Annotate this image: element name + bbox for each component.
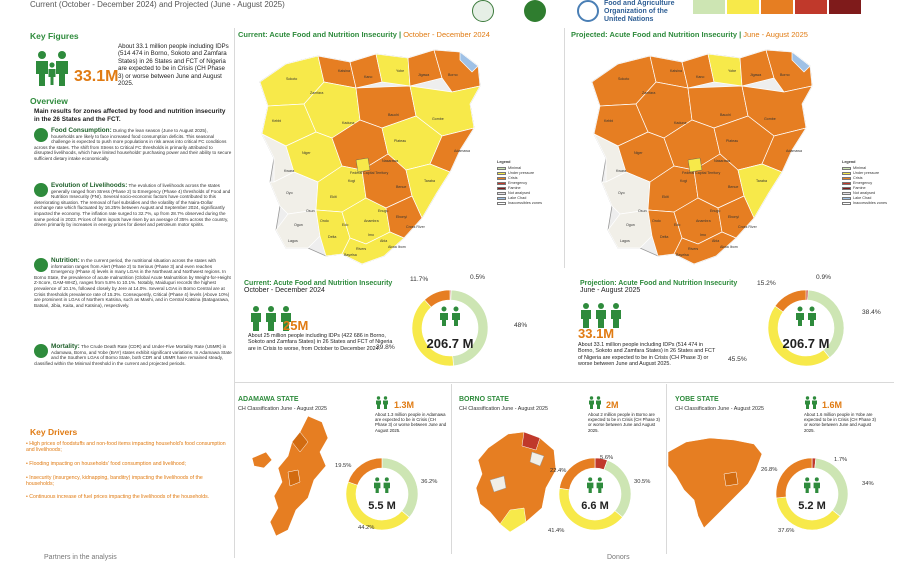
pct-label: 38.4%: [862, 309, 881, 316]
projected-map-title: Projected: Acute Food and Nutrition Insecurity | June - August 2025: [571, 30, 808, 39]
map-label: Taraba: [424, 179, 435, 183]
adamawa-text: About 1.3 million people in Adamawa are expected to be in Crisis (CH Phase 3) or worse between June and August 2025.: [375, 412, 447, 433]
projected-stats-text: About 33.1 million people including IDPs (514 474 in Borno, Sokoto and Zamfara States) in 26 States and FCT of Nigeria are expected to be in Crisis (CH Phase 3) or worse between June and August 2025.: [578, 342, 716, 368]
map-label: Kebbi: [272, 119, 282, 123]
map-label: Anambra: [364, 219, 379, 223]
map-label: Benue: [396, 185, 407, 189]
map-label: Lagos: [620, 239, 630, 243]
nutrition-icon: [34, 258, 48, 272]
map-label: Gombe: [432, 117, 444, 121]
map-label: Osun: [638, 209, 647, 213]
projected-total-population: 206.7 M: [782, 336, 830, 351]
map-label: Gombe: [764, 117, 776, 121]
key-figures-title: Key Figures: [30, 31, 79, 41]
mortality-icon: [34, 344, 48, 358]
map-label: Nasarawa: [382, 159, 399, 163]
mortality-paragraph: Mortality: The Crude Death Rate (CDR) and Under-Five Mortality Rate (U5MR) in Adamawa, Borno, and Yobe (BAY) states exhibit significant variations. In Adamawa State and the Southern LGAs of Borno State, both CDR and U5MR have remained steady, classified within the Minimal threshold in the current and projected periods.: [34, 343, 232, 366]
legend-label: Minimal: [853, 166, 867, 170]
map-label: Borno: [780, 73, 790, 77]
map-label: Zamfara: [642, 91, 656, 95]
pct-label: 0.5%: [470, 274, 486, 281]
map-label: Kaduna: [342, 121, 355, 125]
current-map-title: Current: Acute Food and Nutrition Insecurity | October - December 2024: [238, 30, 490, 39]
map-label: Plateau: [394, 139, 407, 143]
map-label: Osun: [306, 209, 315, 213]
map-label: Rivers: [688, 247, 699, 251]
pct-label: 1.7%: [834, 457, 848, 463]
map-label: Kwara: [284, 169, 295, 173]
pct-label: 39.8%: [376, 344, 395, 351]
map-label: Oyo: [618, 191, 625, 195]
family-icon: [804, 396, 818, 409]
people-icon: [578, 302, 624, 328]
adamawa-map: [248, 412, 344, 540]
map-label: Kaduna: [674, 121, 687, 125]
pct-label: 19.5%: [335, 463, 352, 469]
legend-title: Legend: [497, 160, 511, 164]
pct-label: 30.5%: [634, 479, 651, 485]
legend-swatch: [842, 172, 851, 176]
map-label: Jigawa: [418, 73, 430, 77]
legend-label: Lake Chad: [508, 196, 527, 200]
map-label: Cross River: [738, 225, 757, 229]
fct-region: [688, 158, 702, 172]
map-label: Adamawa: [786, 149, 802, 153]
projected-stats-value: 33.1M: [578, 326, 615, 341]
map-label: Niger: [634, 151, 643, 155]
legend-label: Emergency: [508, 181, 528, 185]
map-label: Imo: [368, 233, 374, 237]
legend-label: Not analysed: [508, 191, 531, 195]
legend-swatch: [842, 182, 851, 186]
people-icon: [32, 50, 74, 86]
map-label: Ogun: [294, 223, 303, 227]
legend-swatch: [842, 167, 851, 171]
borno-title: BORNO STATE: [459, 396, 509, 403]
legend-swatch: [842, 202, 851, 206]
map-label: Ekiti: [330, 195, 337, 199]
map-label: Edo: [674, 223, 681, 227]
food-consumption-paragraph: Food Consumption: During the lean season (June to August 2025), households are likely to face increased food consumption deficits. This seasonal challenge is expected to push more populations in risk areas into critical FC conditions across the states. The shift from Stress to Critical FC thresholds is primarily attributed to disrupted livelihoods, which have limited households' purchasing power and their ability to secure sufficient dietary intake economically.: [34, 127, 232, 161]
top-bar: [0, 0, 900, 22]
pct-label: 44.2%: [358, 525, 375, 531]
key-figure-value: 33.1M: [74, 68, 119, 85]
map-label: Borno: [448, 73, 458, 77]
nutrition-paragraph: Nutrition: In the current period, the nutritional situation across the states with information ranges from Alert (Phase 2) to Serious (Phase 3) and even reaches Emergency (Phase 4) levels in many LGAs in the Northeast and Northwest regions. In Borno State, the prevalence of acute malnutrition (Global Acute Malnutrition by Weight-for-Height Z-Score, GAM-WHZ), ranges from 5.8% to 10.1%. Notably, Maiduguri records the highest prevalence of 10.1%, followed closely by Jere at 14.0%. Several LGAs in Borno Central are at Crisis thresholds prevalence rate of 15.3%. Consequently, Critical (Phase 4) levels (Above 10%) are prominent in LGAs of Northern Katsina, such as Mashi, and in Central Katsina (Batagarawa, Batsari, Jibia, Kaita, and Katsina), respectively.: [34, 257, 231, 308]
current-nigeria-map: [246, 42, 496, 270]
legend-swatch: [497, 187, 506, 191]
yobe-donut: [774, 456, 850, 532]
livelihoods-paragraph: Evolution of Livelihoods: The evolution of livelihoods across the states generally ranged from Stress (Phase 2) to Emergency (Phase 4) thresholds of Food and Nutrition Insecurity (FNI). Several socio-economic factors have contributed to this deteriorating situation. The removal of fuel subsidies and the volatility of the Naira-Dollar exchange rate which fluctuated by 16.25% between August and September 2024, significantly impacted the economy. The inflation rate surged to 32.7%, up from 28.7% observed during the same period in 2023. Prices of farm inputs have risen by an average of 35% across the country, driven primarily by increases in energy prices for diesel and petroleum motor spirits.: [34, 182, 231, 228]
map-label: Imo: [700, 233, 706, 237]
fao-logo: [577, 0, 599, 22]
pct-label: 11.7%: [410, 276, 429, 283]
legend-label: Under pressure: [853, 171, 880, 175]
projected-map-legend: [842, 160, 887, 206]
legend-label: Crisis: [853, 176, 863, 180]
donors-label: Donors: [607, 554, 630, 561]
driver-item: • Continuous increase of fuel prices impacting the livelihoods of the households.: [26, 494, 210, 500]
legend-swatch: [497, 172, 506, 176]
adamawa-total: 5.5 M: [368, 500, 396, 512]
map-label: Bayelsa: [344, 253, 357, 257]
driver-item: • High prices of foodstuffs and non-food items impacting household's food consumption and livelihoods;: [26, 441, 226, 454]
phase-color-swatch: [727, 0, 759, 14]
legend-label: Famine: [853, 186, 866, 190]
borno-total: 6.6 M: [581, 500, 609, 512]
pct-label: 41.4%: [548, 528, 565, 534]
coat-of-arms-logo: [472, 0, 494, 22]
phase-color-swatch: [795, 0, 827, 14]
divider: [564, 28, 565, 268]
map-label: Rivers: [356, 247, 367, 251]
legend-label: Minimal: [508, 166, 522, 170]
family-icon: [372, 477, 392, 493]
map-label: Kogi: [680, 179, 688, 183]
fao-name: Food and Agriculture Organization of the United Nations: [604, 0, 675, 23]
map-label: Ogun: [626, 223, 635, 227]
legend-item: [497, 201, 542, 206]
borno-subtitle: CH Classification June - August 2025: [459, 406, 548, 412]
legend-swatch: [497, 202, 506, 206]
yobe-total: 5.2 M: [798, 500, 826, 512]
legend-swatch: [842, 187, 851, 191]
family-icon: [438, 306, 462, 326]
map-label: Enugu: [378, 209, 389, 213]
map-label: Ondo: [652, 219, 661, 223]
map-label: Oyo: [286, 191, 293, 195]
map-label: Kebbi: [604, 119, 614, 123]
map-label: Edo: [342, 223, 349, 227]
map-label: Adamawa: [454, 149, 470, 153]
adamawa-donut: [344, 456, 420, 532]
map-label: Abia: [712, 239, 720, 243]
map-label: Akwa Ibom: [388, 245, 406, 249]
map-label: Ebonyi: [728, 215, 739, 219]
map-label: Zamfara: [310, 91, 324, 95]
yobe-title: YOBE STATE: [675, 396, 719, 403]
borno-donut: [557, 456, 633, 532]
legend-label: Inaccessibles zones: [853, 201, 887, 205]
legend-swatch: [497, 167, 506, 171]
current-stats-text: About 25 million people including IDPs (422 686 in Borno, Sokoto and Zamfara States) in 26 States and FCT of Nigeria are in Crisis to worse, from October to December 2024.: [248, 333, 393, 352]
legend-swatch: [497, 177, 506, 181]
pct-label: 37.6%: [778, 528, 795, 534]
legend-title: Legend: [842, 160, 856, 164]
map-label: Niger: [302, 151, 311, 155]
divider: [451, 384, 452, 554]
family-icon: [375, 396, 389, 409]
map-label: Plateau: [726, 139, 739, 143]
legend-swatch: [497, 192, 506, 196]
map-label: Ondo: [320, 219, 329, 223]
yobe-subtitle: CH Classification June - August 2025: [675, 406, 764, 412]
pct-label: 48%: [514, 322, 528, 329]
map-label: Katsina: [338, 69, 350, 73]
map-label: Kano: [364, 75, 373, 79]
map-label: Benue: [728, 185, 739, 189]
map-label: Sokoto: [618, 77, 630, 81]
map-label: Abia: [380, 239, 388, 243]
driver-item: • Flooding impacting on households' food consumption and livelihood;: [26, 461, 186, 467]
borno-value: 2M: [606, 400, 619, 410]
map-label: Cross River: [406, 225, 425, 229]
map-label: Kwara: [616, 169, 627, 173]
map-label: Katsina: [670, 69, 682, 73]
legend-item: [842, 201, 887, 206]
yobe-text: About 1.6 million people in Yobe are expected to be in Crisis (CH Phase 3) or worse between June and August 2025.: [804, 412, 876, 433]
map-label: Taraba: [756, 179, 767, 183]
map-label: Akwa Ibom: [720, 245, 738, 249]
adamawa-subtitle: CH Classification June - August 2025: [238, 406, 327, 412]
projected-stats-title: Projection: Acute Food and Nutrition Insecurity June - August 2025: [580, 280, 738, 294]
legend-swatch: [842, 192, 851, 196]
key-drivers-title: Key Drivers: [30, 427, 78, 437]
legend-swatch: [497, 182, 506, 186]
map-label: Bauchi: [720, 113, 731, 117]
map-label: Bayelsa: [676, 253, 689, 257]
key-figure-text: About 33.1 million people including IDPs (514 474 in Borno, Sokoto and Zamfara States) in 26 States and FCT of Nigeria are expected to be in Crisis (CH Phase 3) or worse between June and August 2025.: [118, 43, 229, 88]
pct-label: 34%: [862, 481, 874, 487]
donut-slice: [451, 290, 488, 366]
pct-label: 26.8%: [761, 467, 778, 473]
map-label: Yobe: [728, 69, 737, 73]
livelihoods-icon: [34, 183, 48, 197]
map-label: Jigawa: [750, 73, 762, 77]
phase-color-swatch: [761, 0, 793, 14]
divider: [234, 28, 235, 558]
current-total-population: 206.7 M: [426, 336, 474, 351]
food-icon: [34, 128, 48, 142]
map-label: Federal Capital Territory: [350, 171, 389, 175]
family-icon: [802, 477, 822, 493]
legend-label: Inaccessibles zones: [508, 201, 542, 205]
legend-label: Famine: [508, 186, 521, 190]
fct-region: [356, 158, 370, 172]
family-icon: [588, 396, 602, 409]
phase-color-swatch: [693, 0, 725, 14]
yobe-value: 1.6M: [822, 400, 843, 410]
map-label: Lagos: [288, 239, 298, 243]
header-subtitle: Current (October - December 2024) and Projected (June - August 2025): [30, 0, 285, 9]
pct-label: 45.5%: [728, 356, 747, 363]
current-stats-title: Current: Acute Food and Nutrition Insecurity October - December 2024: [244, 280, 393, 294]
divider: [234, 382, 894, 383]
legend-label: Not analysed: [853, 191, 876, 195]
adamawa-title: ADAMAWA STATE: [238, 396, 299, 403]
borno-map: [470, 430, 560, 535]
legend-swatch: [842, 177, 851, 181]
map-label: Kogi: [348, 179, 356, 183]
map-label: Anambra: [696, 219, 711, 223]
pct-label: 22.4%: [550, 468, 567, 474]
map-label: Ekiti: [662, 195, 669, 199]
map-label: Bauchi: [388, 113, 399, 117]
pct-label: 0.9%: [816, 274, 832, 281]
pct-label: 36.2%: [421, 479, 438, 485]
map-label: Delta: [660, 235, 669, 239]
map-label: Enugu: [710, 209, 721, 213]
borno-text: About 2 million people in Borno are expected to be in Crisis (CH Phase 3) or worse between June and August 2025.: [588, 412, 660, 433]
pct-label: 5.6%: [600, 455, 614, 461]
legend-label: Emergency: [853, 181, 873, 185]
projected-population-donut: [767, 289, 845, 367]
legend-swatch: [842, 197, 851, 201]
family-icon: [585, 477, 605, 493]
family-icon: [794, 306, 818, 326]
legend-label: Crisis: [508, 176, 518, 180]
map-label: Federal Capital Territory: [682, 171, 721, 175]
phase-color-swatch: [829, 0, 861, 14]
legend-label: Lake Chad: [853, 196, 872, 200]
partners-label: Partners in the analysis: [44, 554, 117, 561]
africa-logo: [524, 0, 546, 22]
legend-swatch: [497, 197, 506, 201]
driver-item: • Insecurity (insurgency, kidnapping, banditry) impacting the livelihoods of the households;: [26, 475, 203, 488]
phase-color-strip: [693, 0, 861, 14]
map-label: Delta: [328, 235, 337, 239]
overview-intro: Main results for zones affected by food and nutrition insecurity in the 26 States and the FCT.: [34, 108, 226, 123]
projected-nigeria-map: [578, 42, 828, 270]
current-stats-value: 25M: [283, 318, 309, 333]
current-map-legend: [497, 160, 542, 206]
overview-title: Overview: [30, 96, 68, 106]
map-label: Yobe: [396, 69, 405, 73]
adamawa-value: 1.3M: [394, 400, 415, 410]
map-label: Nasarawa: [714, 159, 731, 163]
current-population-donut: [411, 289, 489, 367]
map-label: Ebonyi: [396, 215, 407, 219]
map-label: Sokoto: [286, 77, 298, 81]
legend-label: Under pressure: [508, 171, 535, 175]
yobe-map: [664, 434, 766, 530]
map-label: Kano: [696, 75, 705, 79]
pct-label: 15.2%: [757, 280, 776, 287]
